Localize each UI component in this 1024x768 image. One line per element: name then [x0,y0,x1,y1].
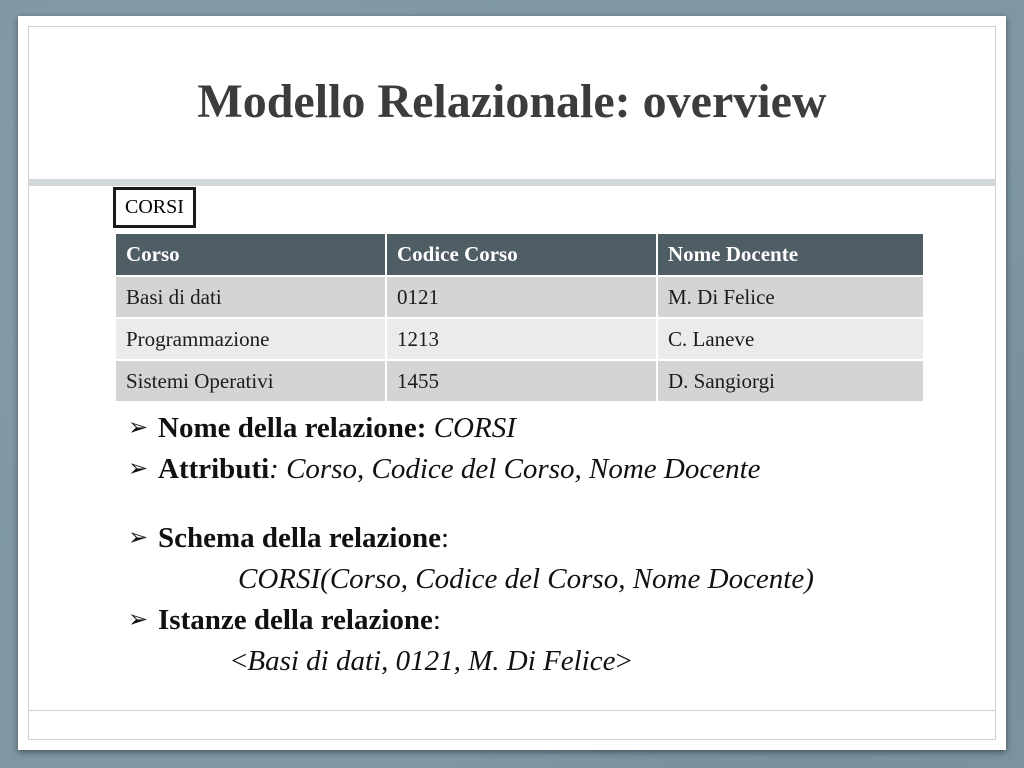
table-cell: D. Sangiorgi [657,360,923,401]
table-cell: Programmazione [116,318,386,360]
table-name-label: CORSI [113,187,196,228]
bullet-value: : Corso, Codice del Corso, Nome Docente [269,453,761,485]
column-header-corso: Corso [116,234,386,276]
table-cell: C. Laneve [657,318,923,360]
table-row [116,276,923,318]
bullet-colon: : [440,522,450,554]
tuple-values: Basi di dati, 0121, M. Di Felice [247,645,616,677]
tuple-close: > [615,645,632,677]
table-cell: M. Di Felice [657,276,923,318]
title-divider [28,179,996,186]
arrow-bullet-icon: ➢ [128,525,149,551]
column-header-codice-corso: Codice Corso [386,234,657,276]
instance-tuple [128,641,948,682]
table-cell: 1455 [386,360,657,401]
bullet-nome-relazione [128,408,948,449]
table-row [116,318,923,360]
schema-definition: CORSI(Corso, Codice del Corso, Nome Docente) [238,563,814,595]
table-cell: 0121 [386,276,657,318]
table-cell: Basi di dati [116,276,386,318]
column-header-nome-docente: Nome Docente [657,234,923,276]
bullet-colon: : [432,604,441,636]
bullet-label: Attributi [158,453,270,485]
slide-title: Modello Relazionale: overview [197,75,827,128]
bullet-list [128,408,948,682]
tuple-open: < [231,645,248,677]
footer-divider [28,710,996,711]
arrow-bullet-icon: ➢ [128,456,149,482]
bullet-attributi [128,449,948,490]
bullet-label: Istanze della relazione [158,604,433,636]
arrow-bullet-icon: ➢ [128,415,149,441]
bullet-istanze-relazione [128,600,948,641]
table-cell: 1213 [386,318,657,360]
arrow-bullet-icon: ➢ [128,607,149,633]
bullet-label: Nome della relazione: [158,412,427,444]
table-cell: Sistemi Operativi [116,360,386,401]
bullet-label: Schema della relazione [158,522,441,554]
bullet-schema-relazione [128,518,948,559]
table-row [116,360,923,401]
bullet-value: CORSI [433,412,516,444]
table-header-row [116,234,923,276]
slide [18,16,1006,750]
corsi-table [116,234,923,401]
